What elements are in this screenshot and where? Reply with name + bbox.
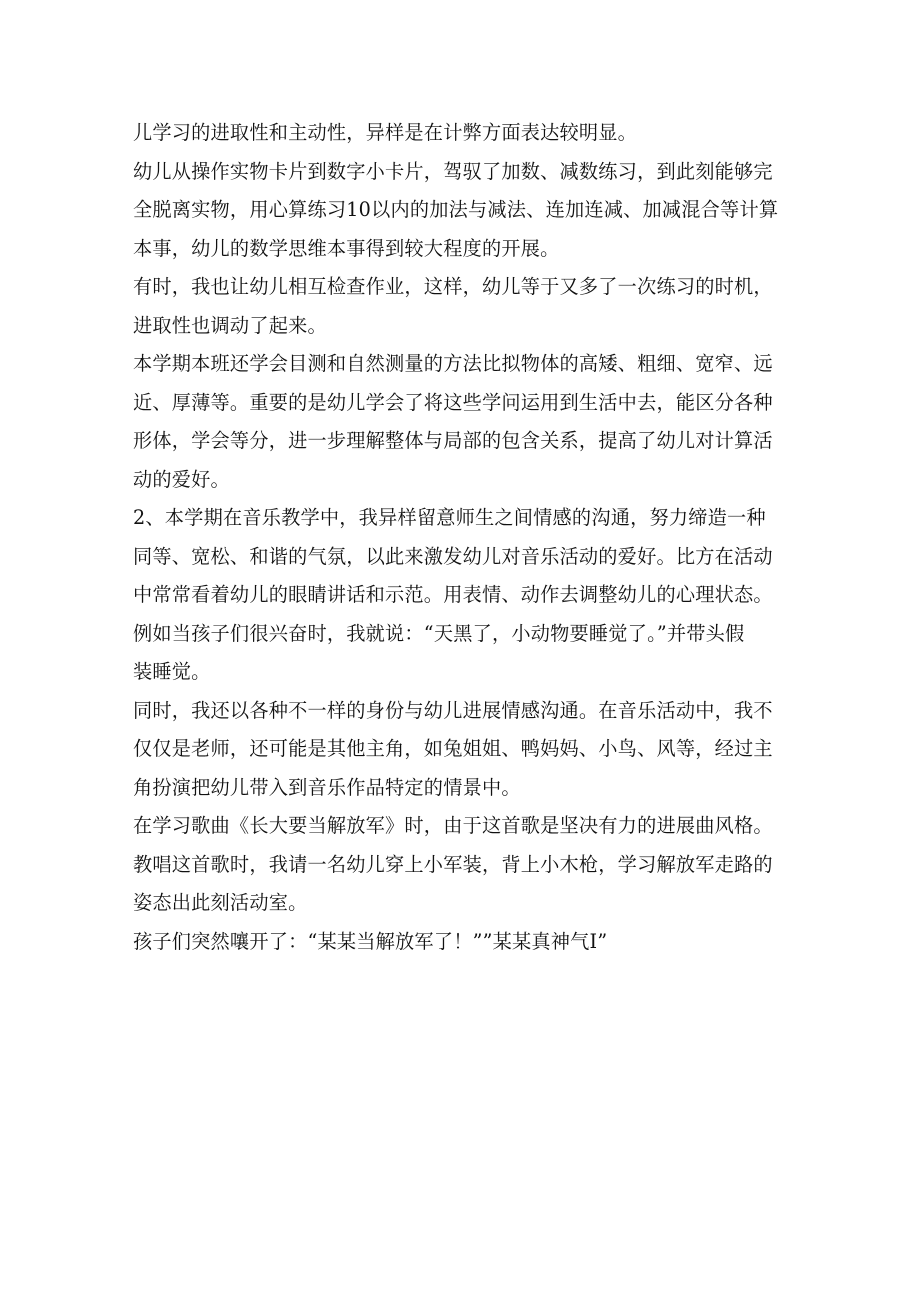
text-line: 孩子们突然嚷开了：“某某当解放军了！””某某真神气I” bbox=[133, 929, 608, 953]
text-line: 中常常看着幼儿的眼睛讲话和示范。用表情、动作去调整幼儿的心理状态。 bbox=[133, 583, 773, 606]
text-line: 装睡觉。 bbox=[133, 660, 211, 683]
text-line: 儿学习的进取性和主动性，异样是在计弊方面表达较明显。 bbox=[133, 121, 638, 144]
text-line: 仅仅是老师，还可能是其他主角，如兔姐姐、鸭妈妈、小鸟、风等，经过主 bbox=[133, 737, 773, 760]
document-body bbox=[133, 114, 793, 961]
text-line: 全脱离实物，用心算练习10以内的加法与减法、连加连减、加减混合等计算 bbox=[133, 198, 779, 221]
text-line: 有时，我也让幼儿相互检查作业，这样，幼儿等于又多了一次练习的时机， bbox=[133, 275, 773, 298]
text-line: 幼儿从操作实物卡片到数字小卡片，驾驭了加数、减数练习，到此刻能够完 bbox=[133, 159, 773, 183]
text-line: 动的爱好。 bbox=[133, 467, 230, 491]
text-line: 教唱这首歌时，我请一名幼儿穿上小军装，背上小木枪，学习解放军走路的 bbox=[133, 852, 773, 876]
text-line: 同等、宽松、和谐的气氛，以此来激发幼儿对音乐活动的爱好。比方在活动 bbox=[133, 544, 773, 568]
text-line: 形体，学会等分，进一步理解整体与局部的包含关系，提高了幼儿对计算活 bbox=[133, 429, 773, 452]
text-line: 例如当孩子们很兴奋时，我就说：“天黑了，小动物要睡觉了。”并带头假 bbox=[133, 621, 745, 645]
text-line: 进取性也调动了起来。 bbox=[133, 313, 327, 337]
text-line: 姿态出此刻活动室。 bbox=[133, 891, 308, 914]
text-line: 在学习歌曲《长大要当解放军》时，由于这首歌是坚决有力的进展曲风格。 bbox=[133, 814, 773, 837]
text-line: 角扮演把幼儿带入到音乐作品特定的情景中。 bbox=[133, 775, 521, 799]
text-line: 本学期本班还学会目测和自然测量的方法比拟物体的高矮、粗细、宽窄、远 bbox=[133, 352, 773, 375]
text-line: 2、本学期在音乐教学中，我异样留意师生之间情感的沟通，努力缔造一种 bbox=[133, 506, 766, 529]
text-line: 近、厚薄等。重要的是幼儿学会了将这些学问运用到生活中去，能区分各种 bbox=[133, 390, 773, 414]
text-line: 同时，我还以各种不一样的身份与幼儿进展情感沟通。在音乐活动中，我不 bbox=[133, 698, 773, 722]
text-line: 本事，幼儿的数学思维本事得到较大程度的开展。 bbox=[133, 236, 560, 260]
